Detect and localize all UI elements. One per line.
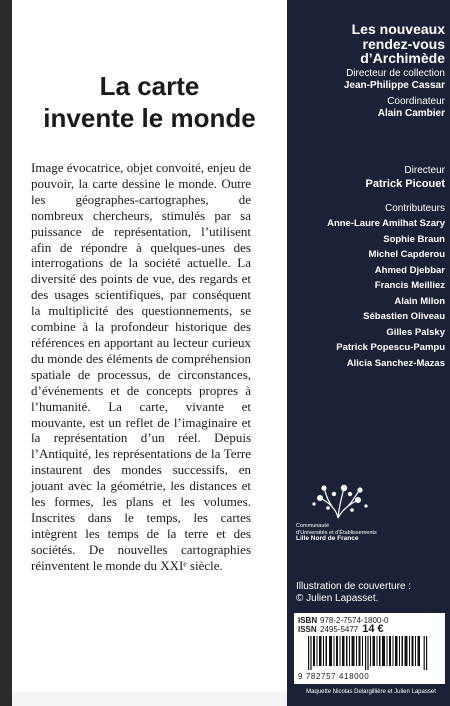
issn-line xyxy=(298,625,384,634)
spine-edge xyxy=(0,0,12,706)
illustration-credit: © Julien Lapasset. xyxy=(296,593,379,604)
coordinator xyxy=(295,96,445,120)
contributor-name: Francis Meilliez xyxy=(374,280,445,291)
logo-line-1: Communauté xyxy=(296,523,330,529)
bottom-margin xyxy=(12,692,287,706)
collection-director-name: Jean-Philippe Cassar xyxy=(343,80,445,91)
blurb-paragraph: Image évocatrice, objet convoité, enjeu de pouvoir, la carte dessine le monde. Outre les géographes-cartographes, de nombreux chercheurs, stimulés par sa puissance de représentation, l’utilisent afin de répondre à quelques-unes des interrogations de la société actuelle. La diversité des points de vue, des regards et des usages scientifiques, par conséquent la multiplicité des questionnements, se combine à la profondeur historique des références en apportant au lecteur curieux du monde des éléments de compréhension spatiale de processus, de circonstances, d’événements et de concepts propres à l’humanité. La carte, vivante et mouvante, est un reflet de l’imaginaire et la représentation d’un réel. Depuis l’Antiquité, les représentations de la Terre instaurent des mondes successifs, en jouant avec la géométrie, les distances et les formes, les plans et les volumes. Inscrites dans le temps, les cartes intègrent les temps de la terre et des sociétés. De nouvelles cartographies réinventent le monde du XXIᵉ siècle. xyxy=(31,160,251,573)
barcode-digits: 9 782757 418000 xyxy=(298,672,370,681)
logo-line-3: Lille Nord de France xyxy=(296,535,359,542)
contributor-name: Patrick Popescu-Pampu xyxy=(336,342,445,353)
price: 14 € xyxy=(362,623,384,635)
contributor-name: Ahmed Djebbar xyxy=(374,264,445,276)
series-title-line-3: d’Archimède xyxy=(360,50,445,66)
contributors-list xyxy=(295,216,445,371)
collection-director xyxy=(295,68,445,92)
issn-label: ISSN xyxy=(298,625,317,634)
contributor-name: Alicia Sanchez-Mazas xyxy=(346,357,445,369)
publisher-logo-icon xyxy=(298,480,378,520)
contributor-name: Alain Milon xyxy=(394,295,445,307)
barcode-icon xyxy=(308,636,428,670)
book-title-line-1: La carte xyxy=(99,71,200,101)
contributor-name: Sébastien Oliveau xyxy=(363,311,445,322)
contributor-name: Anne-Laure Amilhat Szary xyxy=(327,218,445,229)
series-title-line-1: Les nouveaux xyxy=(351,21,445,37)
collection-director-label: Directeur de collection xyxy=(346,68,445,79)
illustration-label: Illustration de couverture : xyxy=(296,581,412,592)
logo-line-2: d’Universités et d’Établissements xyxy=(296,529,377,536)
director xyxy=(295,165,445,191)
contributors-label: Contributeurs xyxy=(384,203,445,214)
book-title-line-2: invente le monde xyxy=(43,103,256,133)
issn-value: 2495-5477 xyxy=(320,625,359,634)
series-title-line-2: rendez-vous xyxy=(362,35,445,52)
back-cover-blurb xyxy=(31,160,251,574)
contributor-name: Michel Capderou xyxy=(368,249,445,260)
director-label: Directeur xyxy=(404,165,445,176)
barcode-block xyxy=(294,613,445,684)
design-credit: Maquette Nicolas Delargillière et Julien Lapasset xyxy=(306,689,436,695)
publisher-logo-text xyxy=(296,523,406,543)
cover-illustration-credit xyxy=(296,581,446,605)
isbn-value: 978-2-7574-1800-0 xyxy=(320,616,389,625)
contributor-name: Sophie Braun xyxy=(383,233,445,245)
series-title xyxy=(295,22,445,66)
director-name: Patrick Picouet xyxy=(365,178,445,190)
coordinator-label: Coordinateur xyxy=(387,96,445,107)
contributor-name: Gilles Palsky xyxy=(386,326,445,338)
isbn-label: ISBN xyxy=(298,616,318,625)
coordinator-name: Alain Cambier xyxy=(377,108,445,119)
